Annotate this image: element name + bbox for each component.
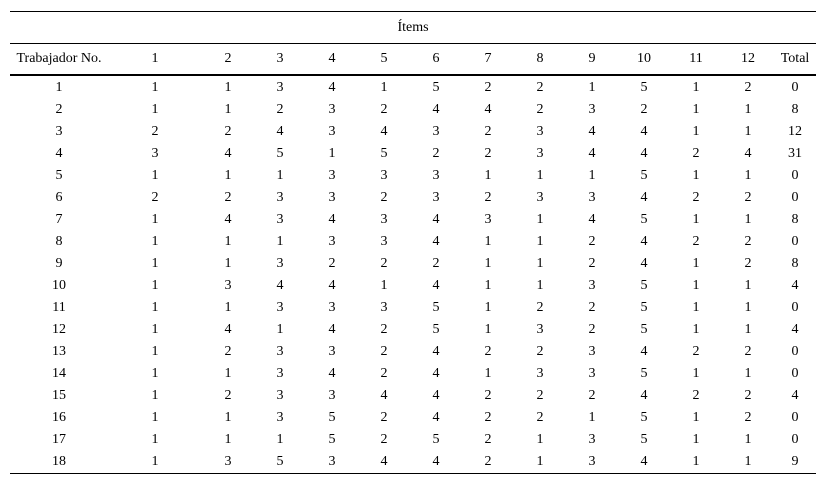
item-score-cell: 3 [328, 190, 336, 205]
item-score-cell: 4 [640, 124, 648, 139]
worker-number-cell: 17 [52, 432, 66, 447]
item-score-cell: 1 [484, 234, 492, 249]
item-score-cell: 2 [744, 388, 752, 403]
item-score-cell: 3 [588, 344, 596, 359]
total-cell: 8 [791, 212, 799, 227]
item-score-cell: 1 [224, 366, 232, 381]
item-score-cell: 1 [484, 256, 492, 271]
item-score-cell: 3 [380, 212, 388, 227]
item-score-cell: 2 [588, 322, 596, 337]
item-score-cell: 2 [744, 234, 752, 249]
item-score-cell: 3 [276, 300, 284, 315]
table-row [10, 75, 816, 99]
worker-number-cell: 15 [52, 388, 66, 403]
total-cell: 4 [791, 322, 799, 337]
item-score-cell: 1 [108, 451, 202, 474]
item-score-cell: 1 [744, 432, 752, 447]
item-score-cell: 1 [744, 300, 752, 315]
item-score-cell: 5 [432, 300, 440, 315]
item-score-cell: 5 [640, 366, 648, 381]
item-score-cell: 1 [692, 124, 700, 139]
total-cell: 0 [791, 410, 799, 425]
total-cell: 0 [791, 168, 799, 183]
item-score-cell: 4 [588, 124, 596, 139]
item-score-cell: 3 [328, 234, 336, 249]
item-score-cell: 3 [306, 451, 358, 474]
item-score-cell: 1 [536, 168, 544, 183]
item-score-cell: 2 [151, 190, 159, 205]
item-score-cell: 5 [432, 432, 440, 447]
item-score-cell: 3 [432, 190, 440, 205]
item-score-cell: 1 [151, 80, 159, 95]
item-score-cell: 1 [744, 102, 752, 117]
item-score-cell: 3 [484, 212, 492, 227]
item-score-cell: 3 [588, 366, 596, 381]
item-score-cell: 5 [640, 300, 648, 315]
item-score-cell: 1 [692, 432, 700, 447]
item-score-cell: 1 [224, 256, 232, 271]
item-score-cell: 4 [484, 102, 492, 117]
item-score-cell: 3 [588, 432, 596, 447]
item-score-cell: 1 [692, 256, 700, 271]
item-score-cell: 2 [536, 80, 544, 95]
item-score-cell: 1 [224, 80, 232, 95]
item-score-cell: 2 [692, 388, 700, 403]
item-score-cell: 1 [151, 388, 159, 403]
item-score-cell: 1 [588, 80, 596, 95]
item-score-cell: 2 [432, 256, 440, 271]
item-score-cell: 2 [484, 344, 492, 359]
column-header-item: 1 [108, 44, 202, 76]
item-score-cell: 5 [328, 432, 336, 447]
item-score-cell: 5 [640, 278, 648, 293]
table-row [10, 121, 816, 143]
item-score-cell: 2 [640, 102, 648, 117]
item-score-cell: 3 [202, 451, 254, 474]
item-score-cell: 4 [380, 388, 388, 403]
item-score-cell: 3 [151, 146, 159, 161]
table-row [10, 363, 816, 385]
table-row [10, 407, 816, 429]
item-score-cell: 1 [514, 451, 566, 474]
item-score-cell: 3 [276, 190, 284, 205]
item-score-cell: 3 [328, 124, 336, 139]
worker-number-cell: 18 [10, 451, 108, 474]
item-score-cell: 1 [151, 212, 159, 227]
item-score-cell: 2 [380, 432, 388, 447]
item-score-cell: 3 [588, 102, 596, 117]
item-score-cell: 4 [224, 322, 232, 337]
item-score-cell: 2 [484, 432, 492, 447]
total-cell: 4 [791, 278, 799, 293]
item-score-cell: 2 [328, 256, 336, 271]
item-score-cell: 1 [276, 322, 284, 337]
column-header-item: 7 [462, 44, 514, 76]
item-score-cell: 2 [380, 322, 388, 337]
item-score-cell: 1 [484, 278, 492, 293]
column-header-item: 2 [202, 44, 254, 76]
table-row [10, 319, 816, 341]
item-score-cell: 1 [692, 168, 700, 183]
total-cell: 8 [791, 256, 799, 271]
item-score-cell: 2 [588, 388, 596, 403]
item-score-cell: 3 [588, 190, 596, 205]
worker-number-cell: 14 [52, 366, 66, 381]
total-cell: 0 [791, 300, 799, 315]
item-score-cell: 4 [432, 344, 440, 359]
item-score-cell: 2 [484, 388, 492, 403]
total-cell: 0 [791, 432, 799, 447]
table-row [10, 187, 816, 209]
worker-number-cell: 10 [52, 278, 66, 293]
item-score-cell: 3 [328, 388, 336, 403]
items-group-header: Ítems [10, 12, 816, 44]
item-score-cell: 1 [744, 322, 752, 337]
item-score-cell: 3 [276, 410, 284, 425]
item-score-cell: 1 [536, 212, 544, 227]
item-score-cell: 3 [276, 388, 284, 403]
item-score-cell: 1 [151, 168, 159, 183]
table-row [10, 341, 816, 363]
total-cell: 4 [791, 388, 799, 403]
table-row [10, 429, 816, 451]
item-score-cell: 1 [588, 410, 596, 425]
item-score-cell: 3 [432, 124, 440, 139]
item-score-cell: 2 [744, 410, 752, 425]
table-row [10, 451, 816, 474]
item-score-cell: 5 [640, 322, 648, 337]
total-cell: 9 [774, 451, 816, 474]
item-score-cell: 3 [536, 124, 544, 139]
item-score-cell: 3 [380, 168, 388, 183]
item-score-cell: 4 [640, 190, 648, 205]
item-score-cell: 1 [536, 432, 544, 447]
column-header-item: 8 [514, 44, 566, 76]
item-score-cell: 1 [151, 410, 159, 425]
worker-number-cell: 2 [55, 102, 63, 117]
worker-number-cell: 3 [55, 124, 63, 139]
item-score-cell: 1 [224, 300, 232, 315]
item-score-cell: 3 [276, 212, 284, 227]
item-score-cell: 4 [744, 146, 752, 161]
item-score-cell: 2 [484, 146, 492, 161]
item-score-cell: 1 [588, 168, 596, 183]
item-score-cell: 3 [276, 366, 284, 381]
item-score-cell: 2 [536, 300, 544, 315]
item-score-cell: 1 [224, 410, 232, 425]
item-score-cell: 3 [380, 300, 388, 315]
item-score-cell: 4 [588, 212, 596, 227]
item-score-cell: 1 [744, 212, 752, 227]
item-score-cell: 2 [151, 124, 159, 139]
item-score-cell: 3 [588, 278, 596, 293]
item-score-cell: 5 [640, 80, 648, 95]
column-header-total: Total [774, 44, 816, 76]
item-score-cell: 4 [640, 256, 648, 271]
worker-number-cell: 6 [55, 190, 63, 205]
item-score-cell: 5 [254, 451, 306, 474]
item-score-cell: 5 [328, 410, 336, 425]
column-header-item: 10 [618, 44, 670, 76]
item-score-cell: 1 [692, 366, 700, 381]
item-score-cell: 4 [432, 102, 440, 117]
item-score-cell: 1 [224, 102, 232, 117]
item-score-cell: 5 [640, 168, 648, 183]
worker-number-cell: 8 [55, 234, 63, 249]
item-score-cell: 2 [588, 256, 596, 271]
item-score-cell: 3 [536, 190, 544, 205]
item-score-cell: 3 [276, 344, 284, 359]
item-score-cell: 1 [484, 300, 492, 315]
table-row [10, 231, 816, 253]
item-score-cell: 2 [484, 124, 492, 139]
item-score-cell: 2 [536, 344, 544, 359]
item-score-cell: 3 [432, 168, 440, 183]
item-score-cell: 2 [484, 410, 492, 425]
item-score-cell: 3 [224, 278, 232, 293]
worker-number-cell: 13 [52, 344, 66, 359]
total-cell: 0 [791, 190, 799, 205]
item-score-cell: 1 [276, 234, 284, 249]
item-score-cell: 5 [640, 410, 648, 425]
item-score-cell: 1 [744, 278, 752, 293]
item-score-cell: 5 [380, 146, 388, 161]
column-header-worker: Trabajador No. [10, 44, 108, 76]
item-score-cell: 4 [328, 80, 336, 95]
item-score-cell: 1 [484, 168, 492, 183]
item-score-cell: 5 [640, 212, 648, 227]
worker-number-cell: 4 [55, 146, 63, 161]
item-score-cell: 1 [224, 234, 232, 249]
item-score-cell: 2 [276, 102, 284, 117]
worker-number-cell: 1 [55, 80, 63, 95]
item-score-cell: 1 [744, 366, 752, 381]
item-score-cell: 1 [151, 322, 159, 337]
item-score-cell: 1 [151, 102, 159, 117]
item-score-cell: 4 [224, 212, 232, 227]
worker-number-cell: 12 [52, 322, 66, 337]
column-header-row [10, 44, 816, 76]
table-row [10, 253, 816, 275]
total-cell: 0 [791, 80, 799, 95]
total-cell: 31 [788, 146, 803, 161]
item-score-cell: 1 [692, 212, 700, 227]
total-cell: 0 [791, 366, 799, 381]
item-score-cell: 2 [432, 146, 440, 161]
item-score-cell: 3 [276, 256, 284, 271]
item-score-cell: 2 [380, 366, 388, 381]
item-score-cell: 1 [276, 432, 284, 447]
item-score-cell: 1 [536, 278, 544, 293]
column-header-item: 12 [722, 44, 774, 76]
item-score-cell: 4 [328, 322, 336, 337]
item-score-cell: 4 [328, 212, 336, 227]
item-score-cell: 4 [432, 278, 440, 293]
item-score-cell: 1 [484, 322, 492, 337]
item-score-cell: 3 [566, 451, 618, 474]
item-score-cell: 2 [380, 410, 388, 425]
item-score-cell: 2 [380, 256, 388, 271]
item-score-cell: 1 [536, 234, 544, 249]
table-row [10, 275, 816, 297]
worker-number-cell: 5 [55, 168, 63, 183]
table-row [10, 143, 816, 165]
item-score-cell: 4 [328, 278, 336, 293]
column-header-item: 5 [358, 44, 410, 76]
item-score-cell: 1 [224, 168, 232, 183]
column-header-item: 6 [410, 44, 462, 76]
item-score-cell: 3 [328, 168, 336, 183]
table-row [10, 165, 816, 187]
item-score-cell: 4 [328, 366, 336, 381]
item-score-cell: 4 [410, 451, 462, 474]
item-score-cell: 2 [744, 190, 752, 205]
table-row [10, 209, 816, 231]
item-score-cell: 4 [224, 146, 232, 161]
item-score-cell: 1 [722, 451, 774, 474]
item-score-cell: 2 [484, 80, 492, 95]
item-score-cell: 4 [358, 451, 410, 474]
item-score-cell: 1 [744, 124, 752, 139]
item-score-cell: 1 [536, 256, 544, 271]
item-score-cell: 2 [380, 344, 388, 359]
item-score-cell: 4 [640, 234, 648, 249]
item-score-cell: 1 [692, 300, 700, 315]
item-score-cell: 5 [432, 80, 440, 95]
item-score-cell: 1 [380, 80, 388, 95]
group-header-row [10, 12, 816, 44]
item-score-cell: 4 [432, 388, 440, 403]
item-score-cell: 2 [536, 102, 544, 117]
item-score-cell: 5 [432, 322, 440, 337]
item-score-cell: 2 [536, 410, 544, 425]
item-score-cell: 4 [380, 124, 388, 139]
item-score-cell: 2 [692, 190, 700, 205]
table-row [10, 297, 816, 319]
column-header-item: 3 [254, 44, 306, 76]
item-score-cell: 3 [380, 234, 388, 249]
item-score-cell: 1 [151, 366, 159, 381]
item-score-cell: 5 [640, 432, 648, 447]
item-score-cell: 1 [692, 278, 700, 293]
item-score-cell: 3 [536, 366, 544, 381]
item-score-cell: 2 [744, 80, 752, 95]
data-table-container [10, 11, 816, 474]
item-score-cell: 1 [692, 322, 700, 337]
item-score-cell: 3 [328, 344, 336, 359]
item-score-cell: 2 [380, 102, 388, 117]
item-score-cell: 1 [692, 102, 700, 117]
item-score-cell: 4 [640, 344, 648, 359]
item-score-cell: 3 [276, 80, 284, 95]
item-score-cell: 4 [588, 146, 596, 161]
item-score-cell: 4 [432, 366, 440, 381]
item-score-cell: 1 [670, 451, 722, 474]
column-header-item: 9 [566, 44, 618, 76]
item-score-cell: 4 [276, 124, 284, 139]
total-cell: 0 [791, 344, 799, 359]
item-score-cell: 5 [276, 146, 284, 161]
item-score-cell: 2 [588, 234, 596, 249]
workers-items-table [10, 11, 816, 474]
item-score-cell: 3 [536, 146, 544, 161]
table-row [10, 99, 816, 121]
item-score-cell: 4 [618, 451, 670, 474]
column-header-item: 4 [306, 44, 358, 76]
item-score-cell: 4 [640, 146, 648, 161]
item-score-cell: 2 [224, 124, 232, 139]
worker-number-cell: 7 [55, 212, 63, 227]
item-score-cell: 1 [692, 410, 700, 425]
item-score-cell: 4 [432, 212, 440, 227]
item-score-cell: 2 [692, 146, 700, 161]
item-score-cell: 1 [151, 256, 159, 271]
table-row [10, 385, 816, 407]
item-score-cell: 1 [380, 278, 388, 293]
item-score-cell: 1 [151, 278, 159, 293]
item-score-cell: 4 [432, 410, 440, 425]
item-score-cell: 3 [328, 102, 336, 117]
total-cell: 8 [791, 102, 799, 117]
item-score-cell: 1 [692, 80, 700, 95]
item-score-cell: 2 [692, 344, 700, 359]
item-score-cell: 4 [276, 278, 284, 293]
item-score-cell: 2 [224, 344, 232, 359]
item-score-cell: 1 [151, 432, 159, 447]
item-score-cell: 3 [328, 300, 336, 315]
column-header-item: 11 [670, 44, 722, 76]
item-score-cell: 1 [151, 344, 159, 359]
total-cell: 12 [788, 124, 803, 139]
table-header [10, 12, 816, 76]
item-score-cell: 2 [224, 388, 232, 403]
item-score-cell: 1 [276, 168, 284, 183]
table-body [10, 75, 816, 474]
worker-number-cell: 11 [52, 300, 66, 315]
worker-number-cell: 16 [52, 410, 66, 425]
item-score-cell: 2 [744, 344, 752, 359]
item-score-cell: 1 [484, 366, 492, 381]
item-score-cell: 2 [692, 234, 700, 249]
item-score-cell: 1 [744, 168, 752, 183]
item-score-cell: 2 [744, 256, 752, 271]
item-score-cell: 1 [151, 234, 159, 249]
item-score-cell: 4 [432, 234, 440, 249]
item-score-cell: 2 [484, 190, 492, 205]
item-score-cell: 2 [588, 300, 596, 315]
total-cell: 0 [791, 234, 799, 249]
item-score-cell: 2 [462, 451, 514, 474]
worker-number-cell: 9 [55, 256, 63, 271]
item-score-cell: 1 [224, 432, 232, 447]
item-score-cell: 2 [536, 388, 544, 403]
item-score-cell: 1 [328, 146, 336, 161]
item-score-cell: 3 [536, 322, 544, 337]
item-score-cell: 2 [380, 190, 388, 205]
item-score-cell: 1 [151, 300, 159, 315]
item-score-cell: 2 [224, 190, 232, 205]
item-score-cell: 4 [640, 388, 648, 403]
